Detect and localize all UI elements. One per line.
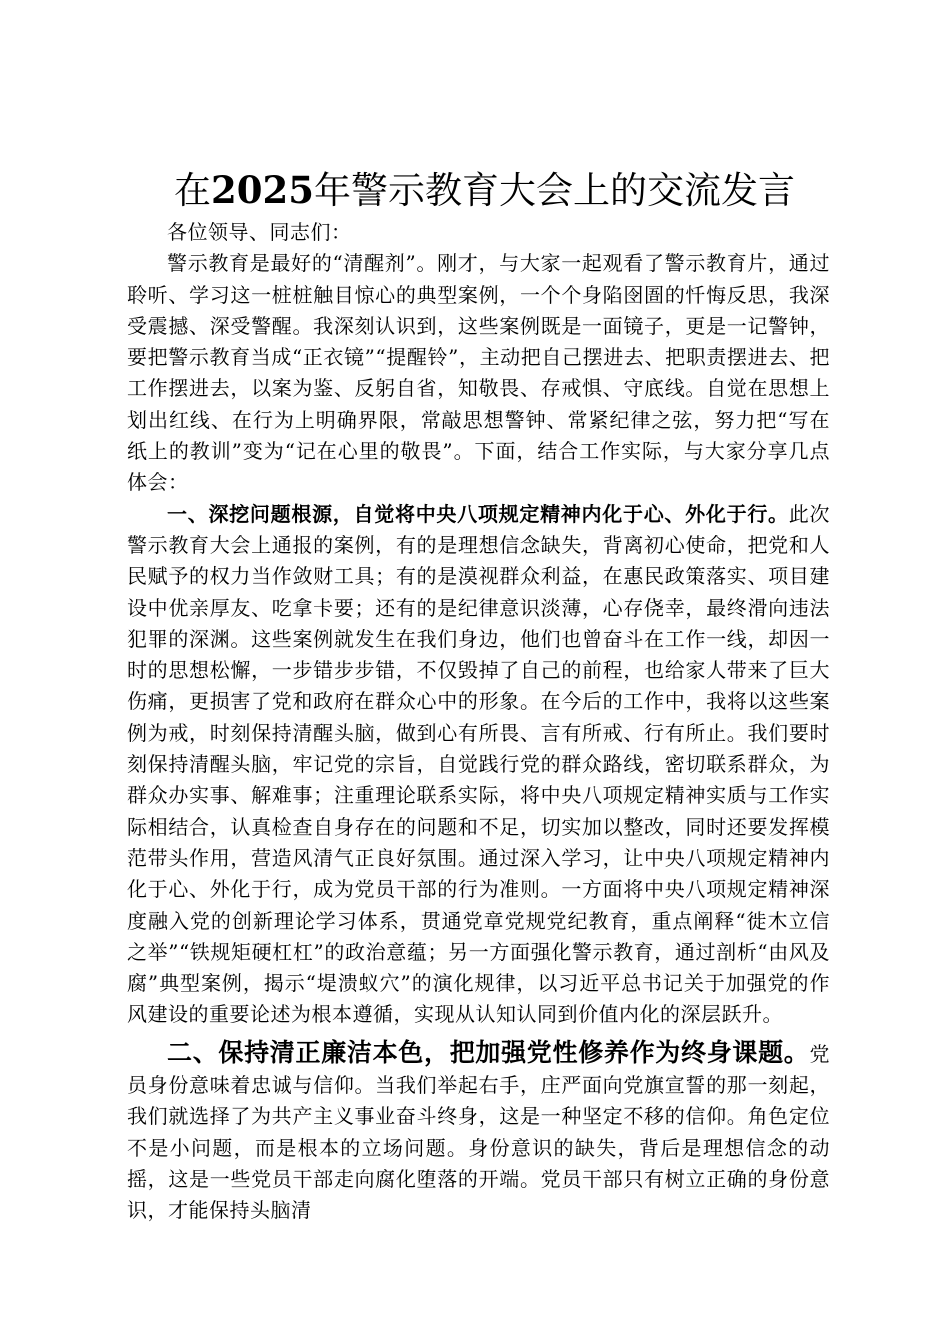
section1-heading: 一、深挖问题根源，自觉将中央八项规定精神内化于心、外化于行。: [167, 501, 789, 526]
section2-heading: 二、保持清正廉洁本色，把加强党性修养作为终身课题。: [167, 1037, 810, 1067]
document-page: [127, 160, 830, 1227]
title-prefix: 在: [174, 169, 211, 212]
section2-paragraph: [127, 1037, 830, 1227]
title-year: 2025: [211, 168, 314, 212]
salutation: 各位领导、同志们：: [167, 220, 352, 244]
document-title: [139, 160, 830, 221]
intro-paragraph: 警示教育是最好的“清醒剂”。刚才，与大家一起观看了警示教育片，通过聆听、学习这一桩桩触目惊心的典型案例，一个个身陷囹圄的忏悔反思，我深受震撼、深受警醒。我深刻认识到，这些案例既是一面镜子，更是一记警钟，要把警示教育当成“正衣镜”“提醒铃”，主动把自己摆进去、把职责摆进去、把工作摆进去，以案为鉴、反躬自省，知敬畏、存戒惧、守底线。自觉在思想上划出红线、在行为上明确界限，常敲思想警钟、常紧纪律之弦，努力把“写在纸上的教训”变为“记在心里的敬畏”。下面，结合工作实际，与大家分享几点体会：: [127, 251, 830, 495]
section1-body: 此次警示教育大会上通报的案例，有的是理想信念缺失，背离初心使命，把党和人民赋予的权力当作敛财工具；有的是漠视群众利益，在惠民政策落实、项目建设中优亲厚友、吃拿卡要；还有的是纪律意识淡薄，心存侥幸，最终滑向违法犯罪的深渊。这些案例就发生在我们身边，他们也曾奋斗在工作一线，却因一时的思想松懈，一步错步步错，不仅毁掉了自己的前程，也给家人带来了巨大伤痛，更损害了党和政府在群众心中的形象。在今后的工作中，我将以这些案例为戒，时刻保持清醒头脑，做到心有所畏、言有所戒、行有所止。我们要时刻保持清醒头脑，牢记党的宗旨，自觉践行党的群众路线，密切联系群众，为群众办实事、解难事；注重理论联系实际，将中央八项规定精神实质与工作实际相结合，认真检查自身存在的问题和不足，切实加以整改，同时还要发挥模范带头作用，营造风清气正良好氛围。通过深入学习，让中央八项规定精神内化于心、外化于行，成为党员干部的行为准则。一方面将中央八项规定精神深度融入党的创新理论学习体系，贯通党章党规党纪教育，重点阐释“徙木立信之举”“铁规矩硬杠杠”的政治意蕴；另一方面强化警示教育，通过剖析“由风及腐”典型案例，揭示“堤溃蚁穴”的演化规律，以习近平总书记关于加强党的作风建设的重要论述为根本遵循，实现从认知认同到价值内化的深层跃升。: [127, 501, 831, 1027]
section2-body: 党员身份意味着忠诚与信仰。当我们举起右手，庄严面向党旗宣誓的那一刻起，我们就选择了为共产主义事业奋斗终身，这是一种坚定不移的信仰。角色定位不是小问题，而是根本的立场问题。身份意识的缺失，背后是理想信念的动摇，这是一些党员干部走向腐化堕落的开端。党员干部只有树立正确的身份意识，才能保持头脑清: [127, 1041, 830, 1223]
section1-paragraph: [127, 499, 830, 1031]
title-suffix: 年警示教育大会上的交流发言: [313, 169, 795, 212]
